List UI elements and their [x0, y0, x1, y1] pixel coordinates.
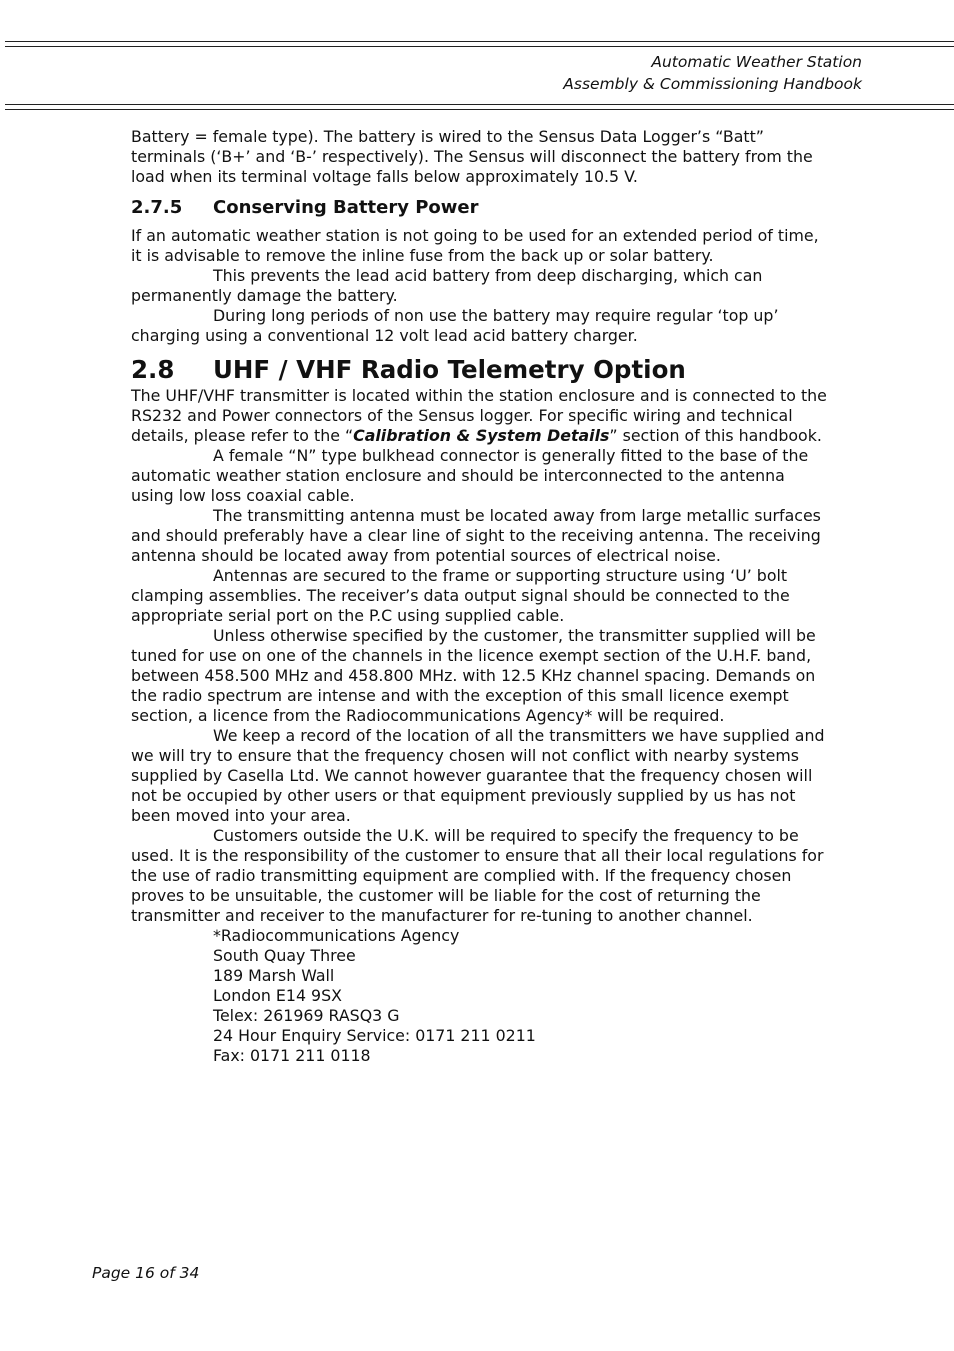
text-run: ” section of this handbook.	[609, 426, 822, 445]
paragraph: Antennas are secured to the frame or supporting structure using ‘U’ bolt clamping assemblies. The receiver’s data output signal should be connected to the appropriate serial port on the P.C using supplied cable.	[131, 566, 790, 625]
address-line: Telex: 261969 RASQ3 G	[213, 1006, 400, 1025]
paragraph: If an automatic weather station is not going to be used for an extended period of time, it is advisable to remove the inline fuse from the back up or solar battery.	[131, 226, 819, 265]
page-number: Page 16 of 34	[92, 1264, 200, 1282]
address-line: Fax: 0171 211 0118	[213, 1046, 371, 1065]
address-line: *Radiocommunications Agency	[213, 926, 460, 945]
header-rule-top-2	[5, 46, 954, 47]
paragraph: The transmitting antenna must be located away from large metallic surfaces and should preferably have a clear line of sight to the receiving antenna. The receiving antenna should be located away from potential sources of electrical noise.	[131, 506, 821, 565]
section-number: 2.8	[131, 355, 175, 384]
address-line: 189 Marsh Wall	[213, 966, 335, 985]
section-title: Conserving Battery Power	[213, 197, 479, 218]
address-line: South Quay Three	[213, 946, 356, 965]
address-line: London E14 9SX	[213, 986, 342, 1005]
paragraph	[131, 386, 831, 446]
header-rule-bottom-2	[5, 109, 954, 110]
agency-address	[213, 926, 831, 1066]
header-subtitle: Assembly & Commissioning Handbook	[563, 75, 862, 93]
intro-paragraph: Battery = female type). The battery is wired to the Sensus Data Logger’s “Batt” terminals (‘B+’ and ‘B-’ respectively). The Sensus will disconnect the battery from the load when its terminal voltage falls below approximately 10.5 V.	[131, 127, 813, 186]
paragraph: We keep a record of the location of all the transmitters we have supplied and we will try to ensure that the frequency chosen will not conflict with nearby systems supplied by Casella Ltd. We cannot however guarantee that the frequency chosen will not be occupied by other users or that equipment previously supplied by us has not been moved into your area.	[131, 726, 825, 825]
section-heading-2-8	[131, 355, 831, 385]
paragraph: During long periods of non use the battery may require regular ‘top up’ charging using a conventional 12 volt lead acid battery charger.	[131, 306, 779, 345]
paragraph: Customers outside the U.K. will be required to specify the frequency to be used. It is the responsibility of the customer to ensure that all their local regulations for the use of radio transmitting equipment are complied with. If the frequency chosen proves to be unsuitable, the customer will be liable for the cost of returning the transmitter and receiver to the manufacturer for re-tuning to another channel.	[131, 826, 824, 925]
section-title: UHF / VHF Radio Telemetry Option	[213, 355, 686, 384]
section-heading-2-7-5	[131, 196, 831, 220]
text-run: The UHF/VHF transmitter is located within the station enclosure and is connected to the RS232 and Power connectors of the Sensus logger. For specific wiring and technical details, please refer to the “	[131, 386, 827, 445]
paragraph: Unless otherwise specified by the customer, the transmitter supplied will be tuned for use on one of the channels in the licence exempt section of the U.H.F. band, between 458.500 MHz and 458.800 MHz. with 12.5 KHz channel spacing. Demands on the radio spectrum are intense and with the exception of this small licence exempt section, a licence from the Radiocommunications Agency* will be required.	[131, 626, 816, 725]
header-title: Automatic Weather Station	[651, 53, 862, 71]
paragraph: A female “N” type bulkhead connector is generally fitted to the base of the automatic weather station enclosure and should be interconnected to the antenna using low loss coaxial cable.	[131, 446, 809, 505]
header-rule-bottom-1	[5, 104, 954, 105]
running-header	[563, 51, 862, 95]
document-reference: Calibration & System Details	[353, 426, 610, 445]
address-line: 24 Hour Enquiry Service: 0171 211 0211	[213, 1026, 536, 1045]
section-number: 2.7.5	[131, 197, 183, 218]
header-rule-top-1	[5, 41, 954, 42]
paragraph: This prevents the lead acid battery from deep discharging, which can permanently damage the battery.	[131, 266, 763, 305]
page-body	[131, 127, 831, 1066]
